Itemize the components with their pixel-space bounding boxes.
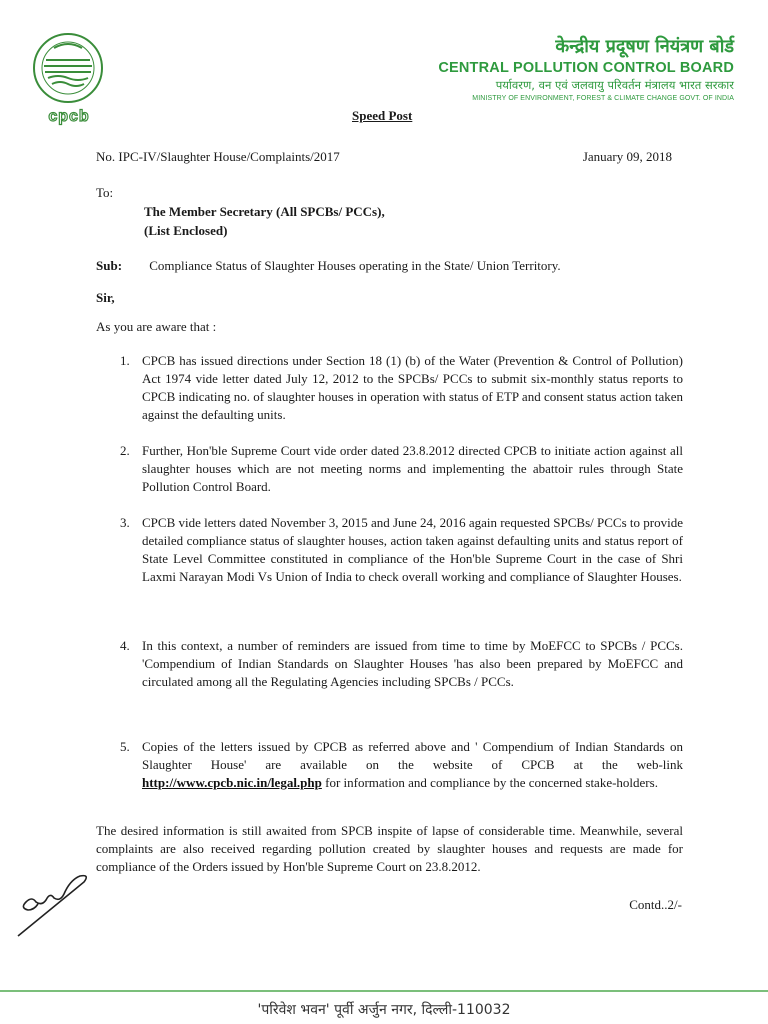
reference-number: No. IPC-IV/Slaughter House/Complaints/2017 xyxy=(96,149,340,164)
addressee-line-2: (List Enclosed) xyxy=(144,223,228,238)
speed-post-label: Speed Post xyxy=(352,108,413,123)
list-item-text: CPCB vide letters dated November 3, 2015 and June 24, 2016 again requested SPCBs/ PCCs to provide detailed compliance status of slaughter houses, action taken against defaulting units and status report of State Level Committee constituted in compliance of the Hon'ble Supreme Court in the case of Shri Laxmi Narayan Modi Vs Union of India to check overall working and compliance of Slaughter Houses. xyxy=(142,515,683,584)
closing-paragraph: The desired information is still awaited from SPCB inspite of lapse of considerable time. Meanwhile, several complaints are also received regarding pollution created by slaughter houses and requests are made for compliance of the Orders issued by Hon'ble Supreme Court on 23.8.2012. xyxy=(96,823,683,874)
list-item xyxy=(120,637,683,691)
org-name-english: CENTRAL POLLUTION CONTROL BOARD xyxy=(438,60,734,76)
signature-scribble-icon xyxy=(14,862,94,942)
continued-marker: Contd..2/- xyxy=(629,897,682,912)
list-item-text: CPCB has issued directions under Section 18 (1) (b) of the Water (Prevention & Control of Pollution) Act 1974 vide letter dated July 12, 2012 to the SPCBs/ PCCs to submit six-monthly status reports to CPCB indicating no. of slaughter houses in operation with status of ETP and consent status action taken against the defaulting units. xyxy=(142,353,683,422)
list-item xyxy=(120,442,683,496)
list-item-number: 3. xyxy=(120,515,130,530)
website-link[interactable]: http://www.cpcb.nic.in/legal.php xyxy=(142,775,322,790)
ministry-english: MINISTRY OF ENVIRONMENT, FOREST & CLIMATE CHANGE GOVT. OF INDIA xyxy=(472,95,734,102)
letterhead xyxy=(438,34,734,102)
letter-date: January 09, 2018 xyxy=(582,149,672,164)
list-item-text-before: Copies of the letters issued by CPCB as referred above and ' Compendium of Indian Standards on Slaughter House' are available on the website of CPCB at the web-link xyxy=(142,739,683,772)
list-item-number: 1. xyxy=(120,353,130,368)
list-item-number: 4. xyxy=(120,638,130,653)
list-item-text: In this context, a number of reminders are issued from time to time by MoEFCC to SPCBs / PCCs. 'Compendium of Indian Standards on Slaughter Houses 'has also been prepared by MoEFCC and circulated among all the Regulating Agencies including SPCBs / PCCs. xyxy=(142,638,683,689)
globe-emblem-icon xyxy=(28,30,110,110)
intro-text: As you are aware that : xyxy=(96,319,217,334)
list-item-text xyxy=(142,738,683,792)
ministry-hindi: पर्यावरण, वन एवं जलवायु परिवर्तन मंत्रालय भारत सरकार xyxy=(495,78,734,92)
subject-line xyxy=(96,258,561,274)
addressee-line-1: The Member Secretary (All SPCBs/ PCCs), xyxy=(144,204,385,219)
salutation: Sir, xyxy=(96,290,115,305)
list-item xyxy=(120,352,683,424)
subject-label: Sub: xyxy=(96,258,123,273)
to-label: To: xyxy=(96,185,114,200)
list-item xyxy=(120,514,683,586)
list-item-number: 5. xyxy=(120,739,130,754)
list-item xyxy=(120,738,683,792)
logo-wordmark: cpcb xyxy=(48,108,90,125)
org-name-hindi: केन्द्रीय प्रदूषण नियंत्रण बोर्ड xyxy=(555,36,734,57)
handwritten-signature xyxy=(14,862,94,947)
list-item-text: Further, Hon'ble Supreme Court vide order dated 23.8.2012 directed CPCB to initiate action against all slaughter houses which are not meeting norms and implementing the abattoir rules through State Pollution Control Board. xyxy=(142,443,683,494)
list-item-number: 2. xyxy=(120,443,130,458)
footer-address: 'परिवेश भवन' पूर्वी अर्जुन नगर, दिल्ली-110032 xyxy=(257,1002,511,1018)
subject-text: Compliance Status of Slaughter Houses operating in the State/ Union Territory. xyxy=(149,258,561,273)
list-item-text-after: for information and compliance by the concerned stake-holders. xyxy=(321,775,658,790)
cpcb-logo xyxy=(28,30,110,130)
footer-divider xyxy=(0,990,768,992)
